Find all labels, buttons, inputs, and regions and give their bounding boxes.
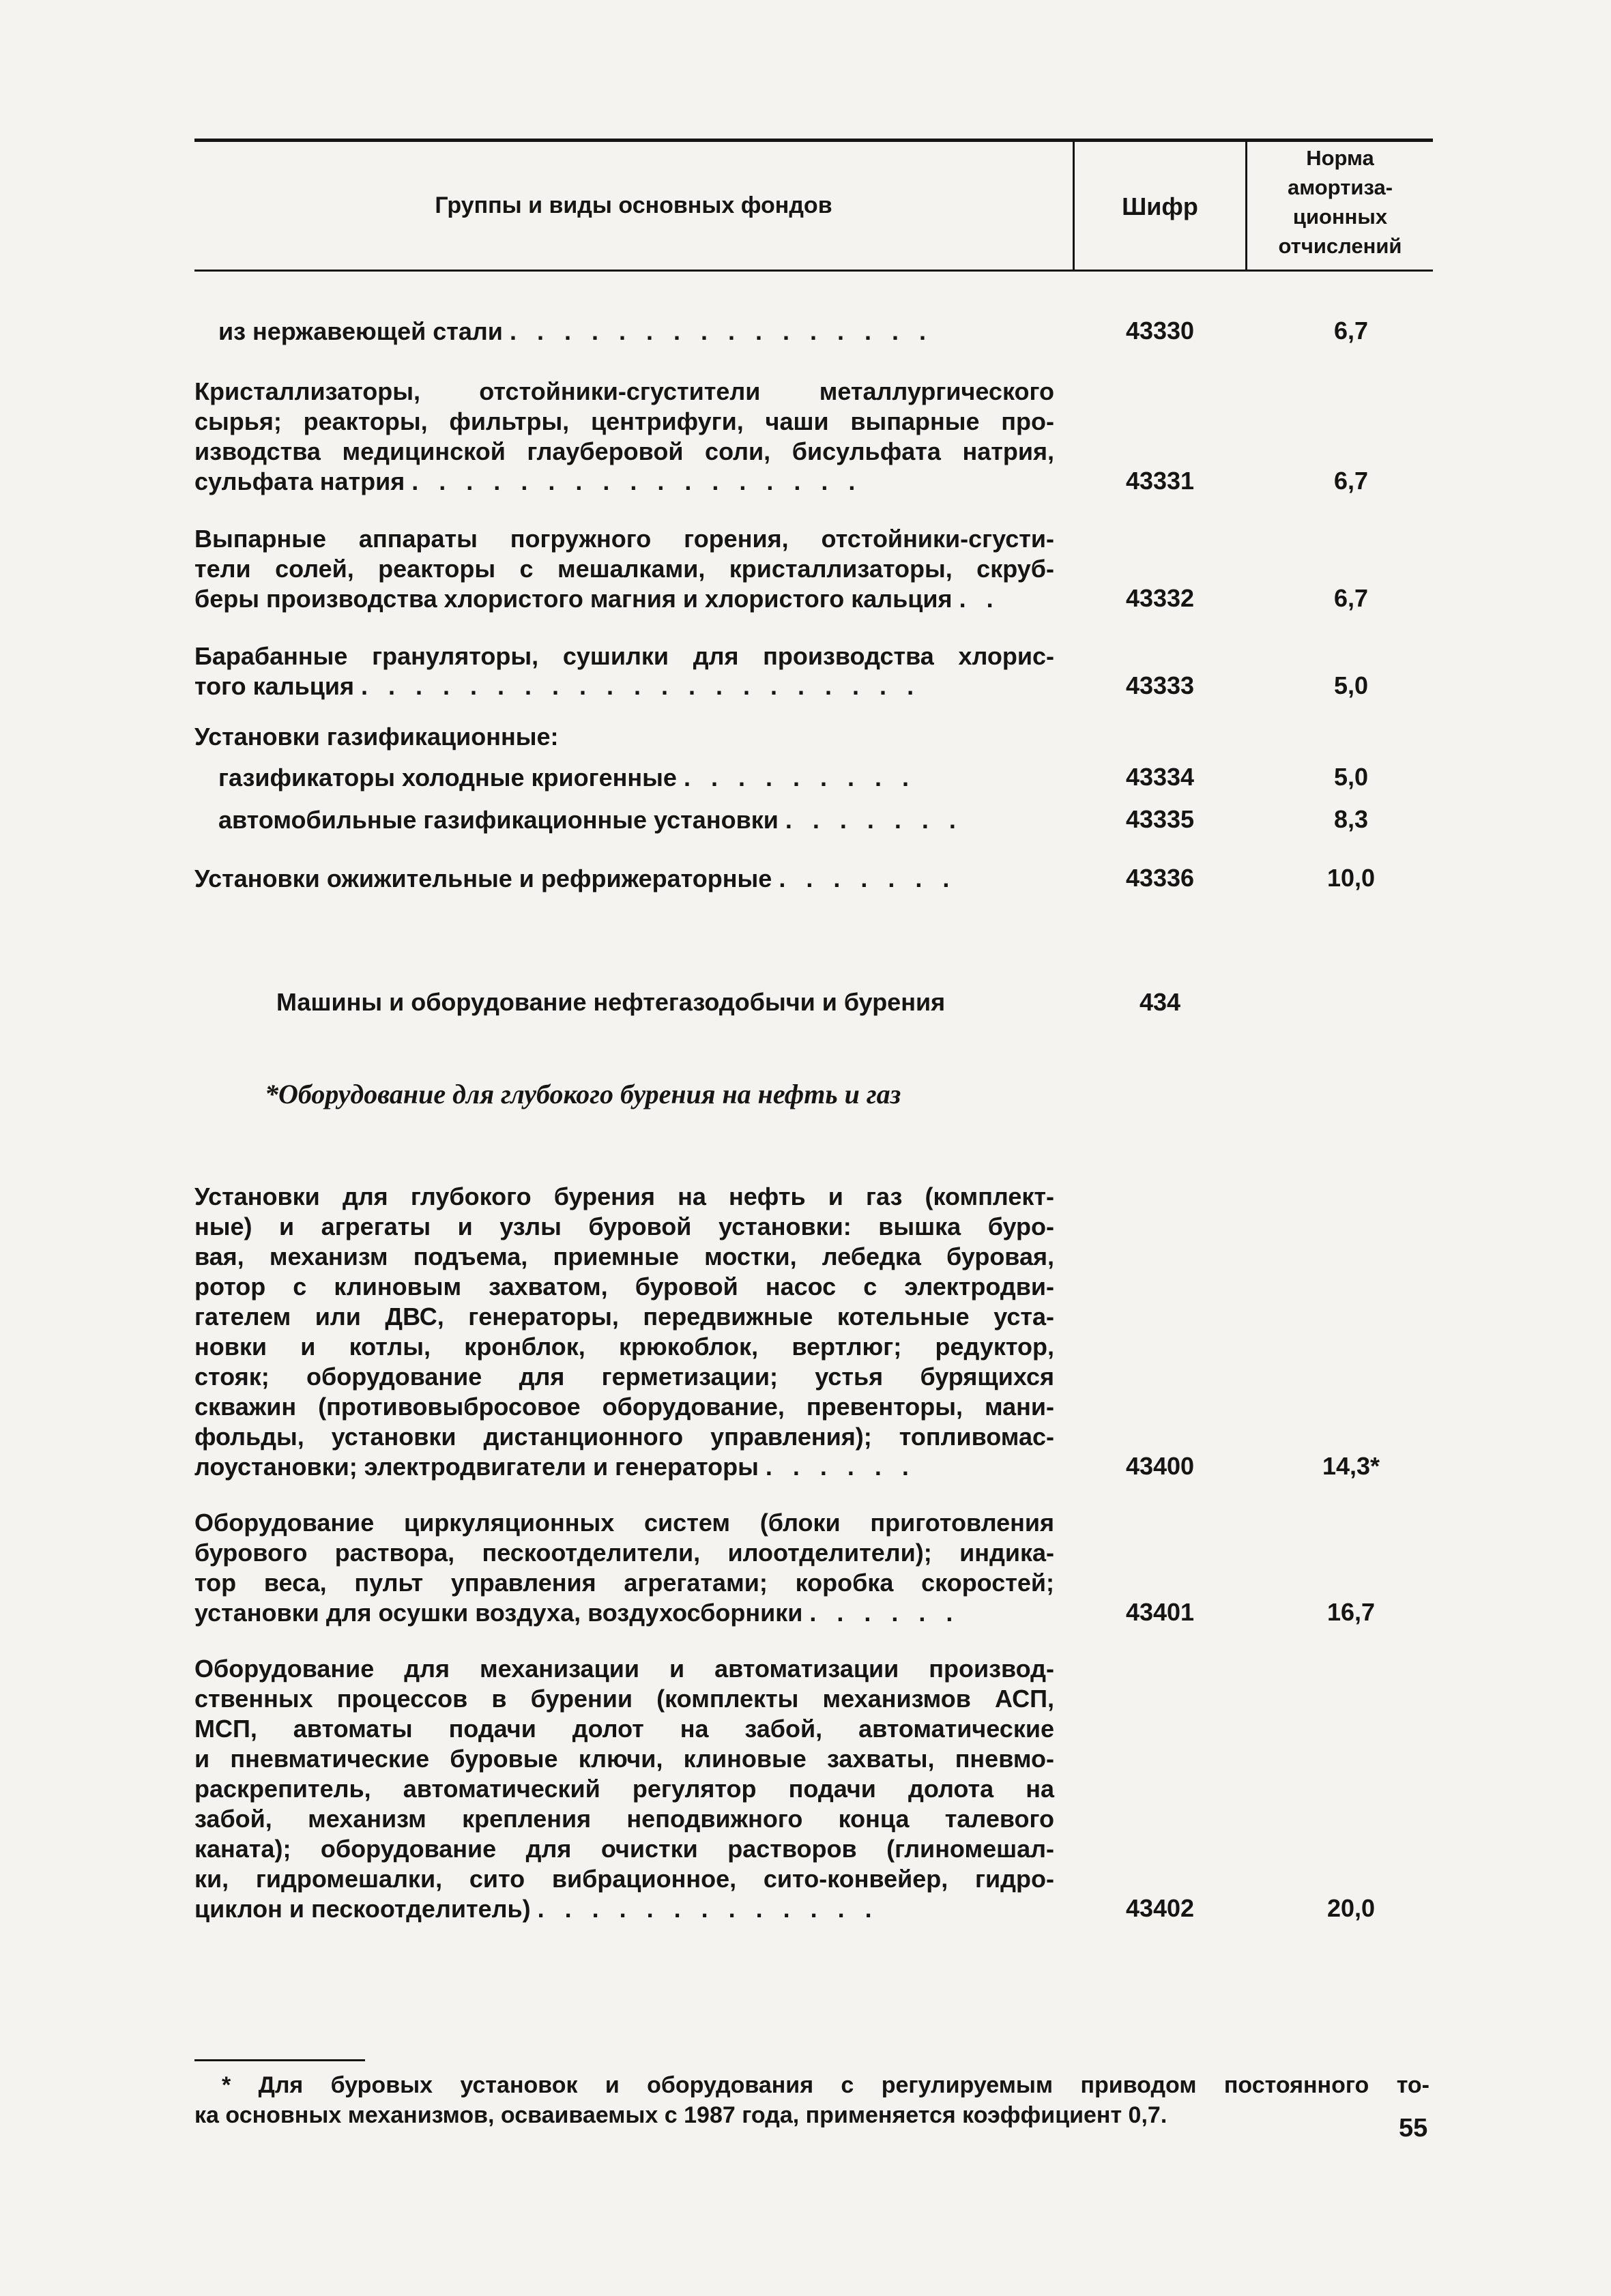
- table-row: [194, 1654, 1054, 1924]
- row-text: стояк; оборудование для герметизации; устья бурящихся: [194, 1363, 1054, 1391]
- row-code: 43333: [1125, 671, 1195, 699]
- row-text: циклон и пескоотделитель) . . . . . . . . . . . . .: [194, 1895, 879, 1923]
- page-number: 55: [1399, 2114, 1428, 2142]
- header-rate-line: амортиза-: [1287, 175, 1393, 199]
- row-code: 43401: [1125, 1598, 1195, 1626]
- row-text: Барабанные грануляторы, сушилки для производства хлорис-: [194, 642, 1054, 670]
- header-code: Шифр: [1122, 192, 1198, 220]
- header-rate-line: ционных: [1292, 205, 1388, 229]
- row-code: 43334: [1125, 763, 1195, 791]
- header-groups: Группы и виды основных фондов: [435, 192, 832, 218]
- section-title: Машины и оборудование нефтегазодобычи и бурения: [276, 988, 946, 1016]
- row-text: лоустановки; электродвигатели и генераторы . . . . . .: [194, 1453, 916, 1481]
- row-code: 43330: [1125, 317, 1195, 345]
- row-text: забой, механизм крепления неподвижного конца талевого: [194, 1805, 1054, 1833]
- row-code: 43402: [1125, 1894, 1195, 1922]
- row-text: сырья; реакторы, фильтры, центрифуги, чаши выпарные про-: [194, 407, 1054, 435]
- row-text: беры производства хлористого магния и хлористого кальция . .: [194, 585, 1000, 613]
- row-text: из нержавеющей стали . . . . . . . . . . . . . . . .: [218, 317, 933, 345]
- row-rate: 10,0: [1326, 864, 1376, 892]
- row-text: гателем или ДВС, генераторы, передвижные котельные уста-: [194, 1303, 1054, 1331]
- section-code: 434: [1139, 988, 1181, 1016]
- row-rate: 14,3*: [1322, 1452, 1380, 1480]
- row-text: автомобильные газификационные установки . . . . . . .: [218, 806, 963, 834]
- table-row: [194, 1182, 1054, 1482]
- table-row: [194, 377, 1054, 497]
- row-text: раскрепитель, автоматический регулятор подачи долота на: [194, 1775, 1054, 1803]
- table-row: [218, 763, 1054, 793]
- footnote: [194, 2070, 1429, 2130]
- row-rate: 6,7: [1333, 584, 1369, 612]
- row-text: Оборудование для механизации и автоматизации производ-: [194, 1655, 1054, 1683]
- table-row: [194, 1508, 1054, 1628]
- row-text: МСП, автоматы подачи долот на забой, автоматические: [194, 1715, 1054, 1743]
- row-text: ки, гидромешалки, сито вибрационное, сито-конвейер, гидро-: [194, 1865, 1054, 1893]
- row-text: бурового раствора, пескоотделители, илоотделители); индика-: [194, 1539, 1054, 1567]
- row-text: ротор с клиновым захватом, буровой насос с электродви-: [194, 1273, 1054, 1300]
- header-rate: [1247, 143, 1433, 261]
- footnote-rule: [194, 2059, 365, 2061]
- table-row: [194, 722, 1054, 752]
- table-row: [194, 641, 1054, 701]
- row-code: 43336: [1125, 864, 1195, 892]
- row-text: Оборудование циркуляционных систем (блоки приготовления: [194, 1509, 1054, 1537]
- table-row: [194, 524, 1054, 614]
- row-rate: 8,3: [1333, 805, 1369, 833]
- row-code: 43335: [1125, 805, 1195, 833]
- table-row: [194, 864, 1054, 894]
- header-rate-line: Норма: [1306, 146, 1374, 170]
- row-text: Кристаллизаторы, отстойники-сгустители металлургического: [194, 377, 1054, 405]
- row-text: того кальция . . . . . . . . . . . . . . . . . . . . .: [194, 672, 921, 700]
- row-text: сульфата натрия . . . . . . . . . . . . . . . . .: [194, 467, 862, 495]
- row-code: 43332: [1125, 584, 1195, 612]
- table-row: [218, 317, 1054, 347]
- row-text: вая, механизм подъема, приемные мостки, лебедка буровая,: [194, 1243, 1054, 1270]
- header-rate-line: отчислений: [1278, 234, 1402, 258]
- row-text: фольды, установки дистанционного управления); топливомас-: [194, 1423, 1054, 1451]
- footnote-line: ка основных механизмов, осваиваемых с 1987 года, применяется коэффициент 0,7.: [194, 2102, 1167, 2128]
- row-text: ные) и агрегаты и узлы буровой установки: вышка буро-: [194, 1212, 1054, 1240]
- row-rate: 6,7: [1333, 317, 1369, 345]
- row-text: установки для осушки воздуха, воздухосборники . . . . . .: [194, 1599, 960, 1627]
- row-text: тор веса, пульт управления агрегатами; коробка скоростей;: [194, 1569, 1054, 1597]
- row-text: изводства медицинской глауберовой соли, бисульфата натрия,: [194, 437, 1054, 465]
- row-text: газификаторы холодные криогенные . . . . . . . . .: [218, 764, 916, 791]
- row-rate: 6,7: [1333, 467, 1369, 495]
- row-code: 43400: [1125, 1452, 1195, 1480]
- row-text: Установки ожижительные и рефрижераторные . . . . . . .: [194, 864, 957, 892]
- footnote-line: * Для буровых установок и оборудования с регулируемым приводом постоянного то-: [222, 2072, 1429, 2098]
- table-row: [218, 805, 1054, 835]
- row-text: и пневматические буровые ключи, клиновые захваты, пневмо-: [194, 1745, 1054, 1773]
- row-text: ственных процессов в бурении (комплекты механизмов АСП,: [194, 1685, 1054, 1713]
- row-rate: 20,0: [1326, 1894, 1376, 1922]
- row-text: тели солей, реакторы с мешалками, кристаллизаторы, скруб-: [194, 555, 1054, 583]
- row-text: каната); оборудование для очистки растворов (глиномешал-: [194, 1835, 1054, 1863]
- row-text: новки и котлы, кронблок, крюкоблок, вертлюг; редуктор,: [194, 1333, 1054, 1361]
- row-text: Установки для глубокого бурения на нефть и газ (комплект-: [194, 1182, 1054, 1210]
- row-text: Выпарные аппараты погружного горения, отстойники-сгусти-: [194, 525, 1054, 553]
- row-rate: 5,0: [1333, 763, 1369, 791]
- subsection-title: *Оборудование для глубокого бурения на нефть и газ: [265, 1079, 901, 1109]
- row-code: 43331: [1125, 467, 1195, 495]
- row-rate: 16,7: [1326, 1598, 1376, 1626]
- row-text: Установки газификационные:: [194, 723, 559, 751]
- row-rate: 5,0: [1333, 671, 1369, 699]
- row-text: скважин (противовыбросовое оборудование, превенторы, мани-: [194, 1393, 1054, 1421]
